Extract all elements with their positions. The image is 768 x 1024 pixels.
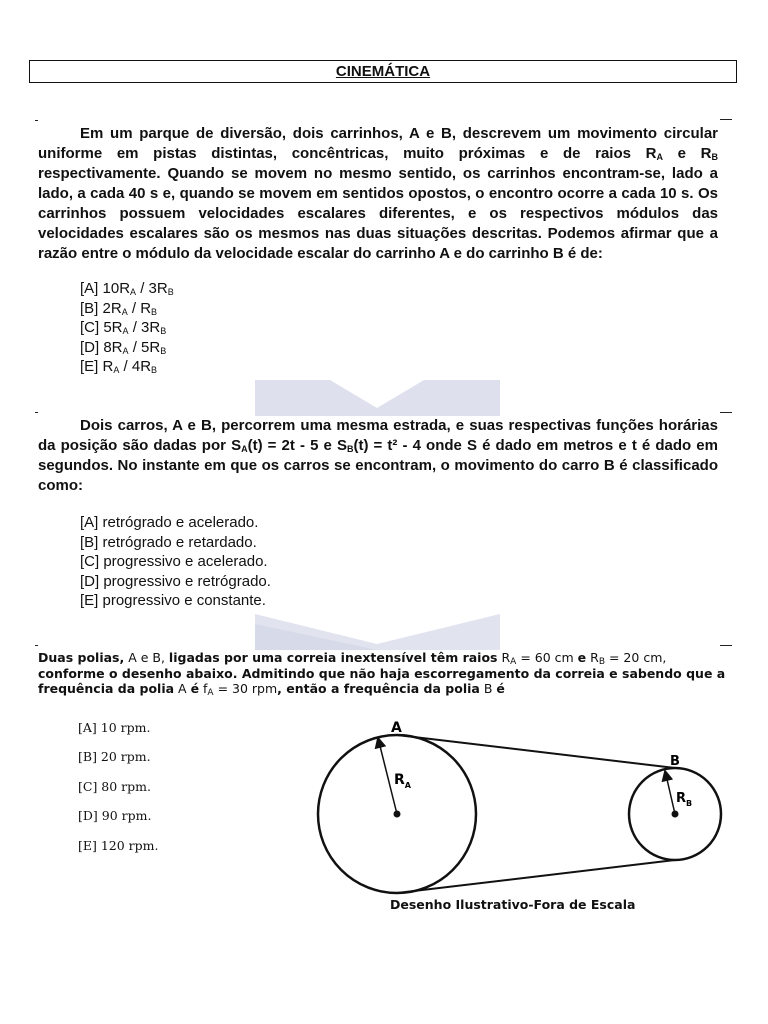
option-e: [E] $R_A / 4R_B$ bbox=[80, 358, 158, 375]
pulley-diagram bbox=[300, 712, 740, 897]
option-b: [B] 20 rpm. bbox=[78, 749, 151, 764]
radius-b-arrow bbox=[666, 775, 675, 814]
option-e: [E] 120 rpm. bbox=[78, 838, 159, 853]
section-mark bbox=[720, 119, 732, 120]
section-mark bbox=[35, 645, 38, 646]
option-a: [A] 10 rpm. bbox=[78, 720, 151, 735]
label-b: B bbox=[670, 754, 680, 769]
question-2-options bbox=[80, 513, 271, 611]
option-c: [C] $5R_A / 3R_B$ bbox=[80, 319, 167, 336]
section-mark bbox=[35, 120, 38, 121]
watermark-logo-bottom bbox=[255, 614, 500, 650]
question-1-options bbox=[80, 279, 174, 377]
option-d: [D] 90 rpm. bbox=[78, 808, 152, 823]
page-title: CINEMÁTICA bbox=[29, 60, 737, 83]
belt-bottom bbox=[397, 860, 675, 893]
question-3-text: Duas polias, A e B, ligadas por uma correia inextensível têm raios $R_A = 60$ cm e $R_B = 20$ cm, conforme o desenho abaixo. Admitindo que não haja escorregamento da correia e sabendo que a frequência da polia A é $f_A = 30$ rpm, então a frequência da polia B é bbox=[38, 650, 726, 698]
radius-b-label: $R_B$ bbox=[676, 791, 693, 808]
question-1-text: Em um parque de diversão, dois carrinhos, A e B, descrevem um movimento circular uniforme em pistas distintas, concêntricas, muito próximas e de raios $R_A$ e $R_B$ respectivamente. Quando se movem no mesmo sentido, os carrinhos encontram-se, lado a lado, a cada 40 s e, quando se movem em sentidos opostos, o encontro ocorre a cada 10 s. Os carrinhos possuem velocidades escalares diferentes, e os respectivos módulos das velocidades escalares são os mesmos nas duas situações descritas. Podemos afirmar que a razão entre o módulo da velocidade escalar do carrinho A e do carrinho B é de: bbox=[38, 125, 718, 262]
option-b: [B] retrógrado e retardado. bbox=[80, 533, 257, 551]
section-mark bbox=[720, 645, 732, 646]
radius-a-label: $R_A$ bbox=[394, 772, 411, 790]
option-c: [C] progressivo e acelerado. bbox=[80, 553, 268, 570]
option-d: [D] progressivo e retrógrado. bbox=[80, 572, 271, 590]
option-a: [A] retrógrado e acelerado. bbox=[80, 514, 259, 531]
watermark-logo-top bbox=[255, 380, 500, 416]
option-e: [E] progressivo e constante. bbox=[80, 592, 266, 609]
section-mark bbox=[35, 412, 38, 413]
option-c: [C] 80 rpm. bbox=[78, 779, 151, 794]
option-d: [D] $8R_A / 5R_B$ bbox=[80, 338, 167, 356]
diagram-caption: Desenho Ilustrativo-Fora de Escala bbox=[390, 897, 636, 912]
section-mark bbox=[720, 412, 732, 413]
label-a: A bbox=[391, 720, 402, 736]
question-2-text: Dois carros, A e B, percorrem uma mesma estrada, e suas respectivas funções horárias da posição são dadas por $S_A(t) = 2t - 5$ e $S_B(t) = t^2 - 4$ onde S é dado em metros e t é dado em segundos. No instante em que os carros se encontram, o movimento do carro B é classificado como: bbox=[38, 417, 718, 494]
belt-top bbox=[397, 735, 675, 768]
option-b: [B] $2R_A / R_B$ bbox=[80, 299, 158, 317]
option-a: [A] $10R_A / 3R_B$ bbox=[80, 280, 174, 297]
